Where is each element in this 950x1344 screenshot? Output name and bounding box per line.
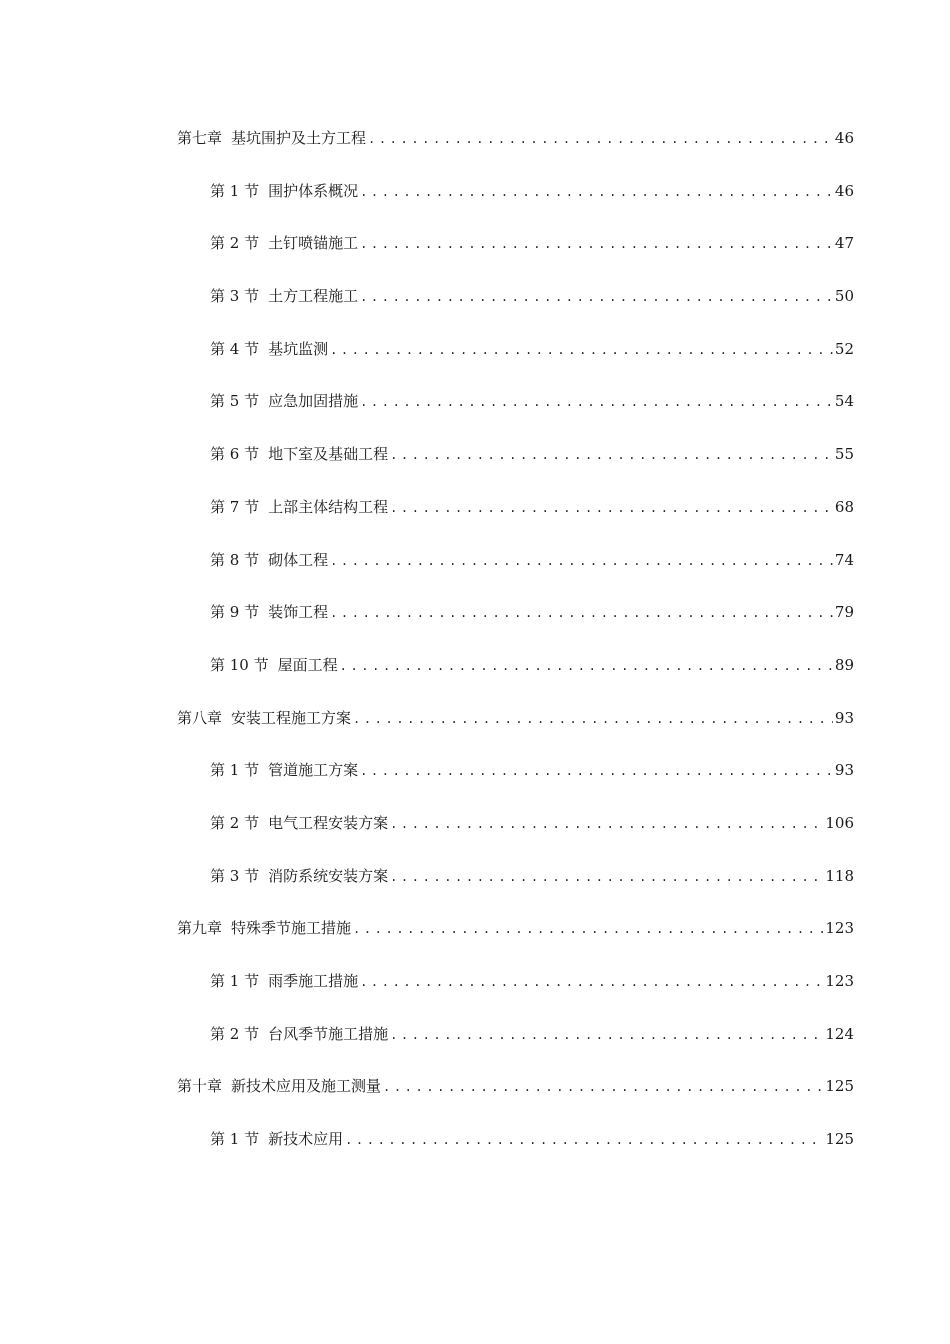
toc-entry-number: 第 5 节 [210, 392, 260, 411]
toc-page-number: 52 [834, 339, 854, 358]
toc-entry-number: 第 3 节 [210, 866, 260, 885]
toc-section-entry[interactable] [0, 651, 950, 704]
toc-entry-number: 第 4 节 [210, 339, 260, 358]
toc-section-entry[interactable] [0, 862, 950, 915]
toc-entry-title: 台风季节施工措施 [268, 1024, 389, 1043]
toc-dot-leader [345, 1126, 823, 1154]
toc-entry-number: 第 6 节 [210, 445, 260, 464]
toc-page-number: 93 [834, 708, 854, 727]
toc-entry-title: 土钉喷锚施工 [268, 234, 359, 253]
toc-entry-title: 装饰工程 [268, 603, 329, 622]
toc-page-number: 89 [834, 655, 854, 674]
toc-dot-leader [390, 810, 823, 838]
toc-entry-title: 应急加固措施 [268, 392, 359, 411]
toc-entry-title: 消防系统安装方案 [268, 866, 389, 885]
toc-dot-leader [383, 1073, 823, 1101]
toc-dot-leader [390, 494, 833, 522]
toc-entry-number: 第 2 节 [210, 234, 260, 253]
toc-page-number: 124 [825, 1024, 854, 1043]
toc-entry-number: 第 9 节 [210, 603, 260, 622]
toc-entry-title: 基坑监测 [268, 339, 329, 358]
toc-entry-title: 新技术应用及施工测量 [231, 1077, 382, 1096]
toc-entry-title: 电气工程安装方案 [268, 813, 389, 832]
toc-section-entry[interactable] [0, 282, 950, 335]
table-of-contents [0, 124, 950, 1178]
toc-dot-leader [368, 125, 833, 153]
toc-section-entry[interactable] [0, 440, 950, 493]
toc-page-number: 125 [825, 1130, 854, 1149]
toc-dot-leader [360, 388, 833, 416]
toc-dot-leader [353, 915, 823, 943]
toc-entry-title: 上部主体结构工程 [268, 497, 389, 516]
toc-page-number: 47 [834, 234, 854, 253]
toc-dot-leader [360, 178, 833, 206]
toc-page-number: 79 [834, 603, 854, 622]
toc-dot-leader [360, 230, 833, 258]
toc-page-number: 125 [825, 1077, 854, 1096]
toc-page-number: 93 [834, 761, 854, 780]
toc-dot-leader [390, 863, 823, 891]
toc-section-entry[interactable] [0, 493, 950, 546]
toc-section-entry[interactable] [0, 335, 950, 388]
toc-page-number: 118 [825, 866, 854, 885]
toc-entry-number: 第 3 节 [210, 287, 260, 306]
toc-section-entry[interactable] [0, 756, 950, 809]
toc-section-entry[interactable] [0, 1125, 950, 1178]
toc-entry-title: 雨季施工措施 [268, 972, 359, 990]
toc-page-number: 68 [834, 497, 854, 516]
toc-page-number: 46 [834, 129, 854, 147]
toc-section-entry[interactable] [0, 546, 950, 599]
toc-entry-number: 第九章 [177, 919, 223, 938]
toc-section-entry[interactable] [0, 598, 950, 651]
toc-dot-leader [360, 968, 823, 996]
toc-page-number: 50 [834, 287, 854, 306]
toc-entry-title: 新技术应用 [268, 1130, 344, 1149]
toc-dot-leader [390, 1021, 823, 1049]
toc-dot-leader [360, 757, 833, 785]
toc-entry-number: 第八章 [177, 708, 223, 727]
toc-section-entry[interactable] [0, 387, 950, 440]
toc-dot-leader [340, 652, 833, 680]
toc-section-entry[interactable] [0, 177, 950, 230]
toc-page-number: 123 [825, 919, 854, 938]
toc-page-number: 55 [834, 445, 854, 464]
toc-entry-number: 第十章 [177, 1077, 223, 1096]
toc-entry-title: 基坑围护及土方工程 [231, 129, 367, 147]
toc-entry-title: 围护体系概况 [268, 181, 359, 200]
toc-dot-leader [390, 441, 833, 469]
toc-entry-number: 第 2 节 [210, 813, 260, 832]
toc-section-entry[interactable] [0, 809, 950, 862]
toc-chapter-entry[interactable] [0, 1072, 950, 1125]
toc-entry-title: 管道施工方案 [268, 761, 359, 780]
toc-entry-number: 第 10 节 [210, 655, 269, 674]
toc-entry-title: 土方工程施工 [268, 287, 359, 306]
toc-page-number: 74 [834, 550, 854, 569]
toc-chapter-entry[interactable] [0, 914, 950, 967]
toc-entry-number: 第七章 [177, 129, 223, 147]
toc-dot-leader [360, 283, 833, 311]
toc-entry-title: 地下室及基础工程 [268, 445, 389, 464]
toc-dot-leader [330, 547, 833, 575]
toc-entry-number: 第 1 节 [210, 972, 260, 990]
toc-entry-number: 第 7 节 [210, 497, 260, 516]
toc-entry-title: 屋面工程 [277, 655, 338, 674]
toc-chapter-entry[interactable] [0, 124, 950, 177]
toc-entry-number: 第 8 节 [210, 550, 260, 569]
toc-dot-leader [330, 599, 833, 627]
toc-entry-number: 第 1 节 [210, 181, 260, 200]
toc-entry-number: 第 1 节 [210, 761, 260, 780]
toc-section-entry[interactable] [0, 1020, 950, 1073]
toc-section-entry[interactable] [0, 967, 950, 1020]
toc-page-number: 106 [825, 813, 854, 832]
toc-page-number: 46 [834, 181, 854, 200]
toc-entry-title: 安装工程施工方案 [231, 708, 352, 727]
toc-dot-leader [330, 336, 833, 364]
toc-entry-number: 第 1 节 [210, 1130, 260, 1149]
toc-page-number: 123 [825, 972, 854, 990]
toc-entry-number: 第 2 节 [210, 1024, 260, 1043]
toc-section-entry[interactable] [0, 229, 950, 282]
toc-entry-title: 砌体工程 [268, 550, 329, 569]
toc-dot-leader [353, 705, 833, 733]
toc-chapter-entry[interactable] [0, 704, 950, 757]
toc-page-number: 54 [834, 392, 854, 411]
toc-entry-title: 特殊季节施工措施 [231, 919, 352, 938]
